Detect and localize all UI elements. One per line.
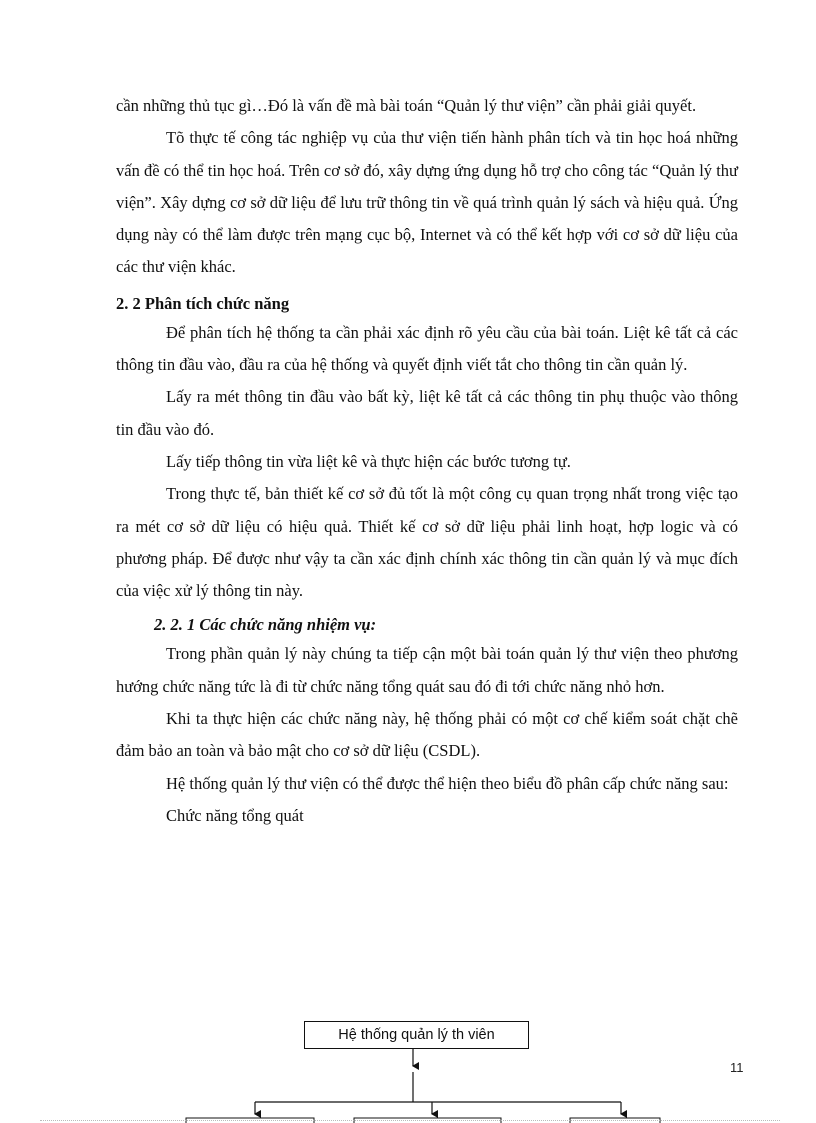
paragraph: Lấy tiếp thông tin vừa liệt kê và thực hiện các bước tương tự. xyxy=(166,451,571,471)
paragraph: Trong phần quản lý này chúng ta tiếp cận một bài toán quản lý thư viện theo phương hướng chức năng tức là đi từ chức năng tổng quát sau đó đi tới chức năng nhỏ hơn. xyxy=(116,644,738,696)
paragraph-continuation: cần những thủ tục gì…Đó là vấn đề mà bài toán “Quản lý thư viện” cần phải giải quyết. xyxy=(116,96,697,115)
page-number: 11 xyxy=(730,1060,744,1075)
paragraph: Khi ta thực hiện các chức năng này, hệ thống phải có một cơ chế kiểm soát chặt chẽ đảm bảo an toàn và bảo mật cho cơ sở dữ liệu (CSDL). xyxy=(116,709,738,761)
paragraph: Tõ thực tế công tác nghiệp vụ của thư viện tiến hành phân tích và tin học hoá những vấn đề có thể tin học hoá. Trên cơ sở đó, xây dựng ứng dụng hỗ trợ cho công tác “Quản lý thư viện”. Xây dựng cơ sở dữ liệu để lưu trữ thông tin về quá trình quản lý sách và hiệu quả. Ứng dụng này có thể làm được trên mạng cục bộ, Internet và có thể kết hợp với cơ sở dữ liệu của các thư viện khác. xyxy=(116,128,738,277)
paragraph: Hệ thống quản lý thư viện có thể được thể hiện theo biểu đồ phân cấp chức năng sau: xyxy=(166,773,729,793)
paragraph: Chức năng tổng quát xyxy=(166,805,304,825)
diagram-root-box xyxy=(304,1021,529,1049)
paragraph: Lấy ra mét thông tin đầu vào bất kỳ, liệt kê tất cả các thông tin phụ thuộc vào thông tin đầu vào đó. xyxy=(116,387,738,439)
diagram-root-label: Hệ thống quản lý th viên xyxy=(338,1027,495,1043)
paragraph: Để phân tích hệ thống ta cần phải xác định rõ yêu cầu của bài toán. Liệt kê tất cả các thông tin đầu vào, đầu ra của hệ thống và quyết định viết tắt cho thông tin cần quản lý. xyxy=(116,322,738,375)
page-bottom-divider xyxy=(40,1120,780,1121)
section-heading: 2. 2 Phân tích chức năng xyxy=(116,293,290,313)
paragraph: Trong thực tế, bản thiết kế cơ sở đủ tốt là một công cụ quan trọng nhất trong việc tạo ra mét cơ sở dữ liệu có hiệu quả. Thiết kế cơ sở dữ liệu phải linh hoạt, hợp logic và có phương pháp. Để được như vậy ta cần xác định chính xác thông tin cần quản lý và mục đích của việc xử lý thông tin này. xyxy=(116,484,738,601)
subsection-heading: 2. 2. 1 Các chức năng nhiệm vụ: xyxy=(154,615,377,635)
